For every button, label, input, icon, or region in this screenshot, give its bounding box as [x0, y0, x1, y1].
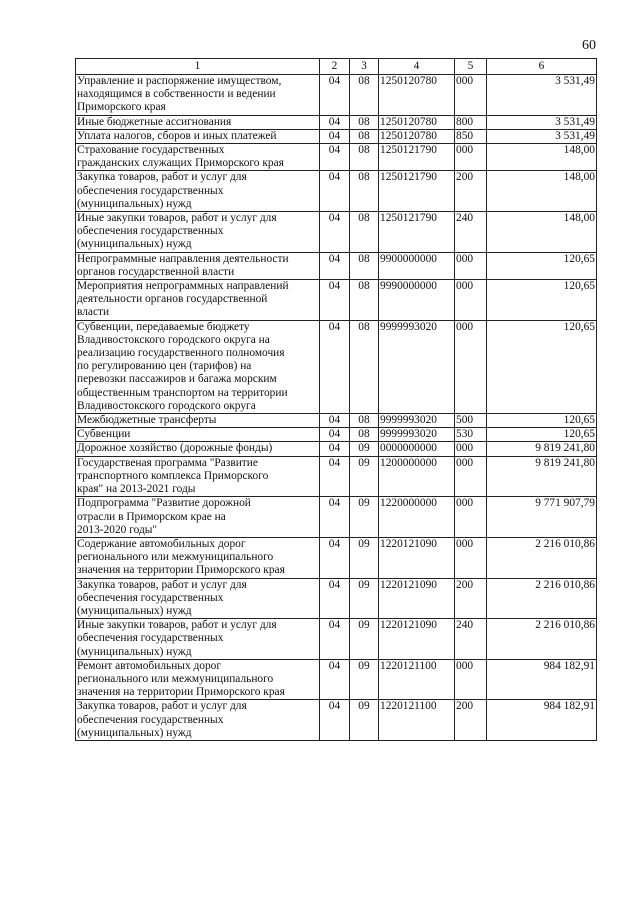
row-section-cell: 04	[320, 700, 350, 741]
row-name-line: транспортного комплекса Приморского	[77, 469, 269, 482]
row-amount-cell: 9 819 241,80	[487, 442, 597, 456]
row-subsection-cell: 08	[350, 428, 379, 442]
header-cell-name: 1	[76, 59, 320, 75]
header-row	[76, 59, 597, 75]
table-row	[76, 456, 597, 497]
row-name-line: Подпрограмма "Развитие дорожной	[77, 497, 251, 510]
header-cell-csr: 4	[379, 59, 455, 75]
row-csr-cell: 1250121790	[379, 144, 455, 171]
row-csr-cell: 1250121790	[379, 212, 455, 253]
row-subsection-cell: 08	[350, 212, 379, 253]
row-name-line: (муниципальных) нужд	[77, 604, 192, 617]
table-row	[76, 115, 597, 129]
row-name-cell	[76, 115, 320, 129]
table-row	[76, 252, 597, 279]
row-vr-cell: 530	[455, 428, 487, 442]
row-amount-cell: 120,65	[487, 320, 597, 413]
page-number: 60	[582, 38, 596, 53]
row-section-cell: 04	[320, 144, 350, 171]
row-amount-cell: 2 216 010,86	[487, 619, 597, 660]
row-subsection-cell: 09	[350, 700, 379, 741]
row-csr-cell: 1220121090	[379, 578, 455, 619]
row-vr-cell: 240	[455, 619, 487, 660]
row-subsection-cell: 08	[350, 115, 379, 129]
table-row	[76, 75, 597, 116]
row-name-cell	[76, 619, 320, 660]
row-name-line: Государственая программа "Развитие	[77, 456, 258, 469]
row-name-cell	[76, 144, 320, 171]
table-row	[76, 700, 597, 741]
row-name-cell	[76, 700, 320, 741]
row-vr-cell: 000	[455, 442, 487, 456]
row-vr-cell: 000	[455, 456, 487, 497]
row-csr-cell: 1250121790	[379, 171, 455, 212]
row-amount-cell: 148,00	[487, 144, 597, 171]
row-vr-cell: 000	[455, 252, 487, 279]
row-amount-cell: 984 182,91	[487, 700, 597, 741]
row-subsection-cell: 09	[350, 659, 379, 700]
row-amount-cell: 2 216 010,86	[487, 537, 597, 578]
row-name-line: общественным транспортом на территории	[77, 386, 288, 399]
table-row	[76, 280, 597, 321]
row-name-line: Управление и распоряжение имуществом,	[77, 75, 282, 87]
table-row	[76, 578, 597, 619]
row-name-line: обеспечения государственных	[77, 225, 224, 238]
row-name-cell	[76, 442, 320, 456]
row-subsection-cell: 09	[350, 578, 379, 619]
row-vr-cell: 500	[455, 414, 487, 428]
row-name-line: Закупка товаров, работ и услуг для	[77, 578, 247, 591]
row-csr-cell: 9990000000	[379, 280, 455, 321]
row-name-line: значения на территории Приморского края	[77, 686, 285, 699]
row-name-cell	[76, 497, 320, 538]
table-row	[76, 442, 597, 456]
row-name-line: гражданских служащих Приморского края	[77, 157, 284, 170]
row-csr-cell: 9999993020	[379, 414, 455, 428]
table-row	[76, 497, 597, 538]
row-name-line: Уплата налогов, сборов и иных платежей	[77, 129, 277, 142]
row-name-cell	[76, 537, 320, 578]
row-name-line: Мероприятия непрограммных направлений	[77, 280, 289, 293]
row-subsection-cell: 08	[350, 129, 379, 143]
row-section-cell: 04	[320, 320, 350, 413]
row-name-cell	[76, 414, 320, 428]
row-name-line: отрасли в Приморском крае на	[77, 510, 226, 523]
header-cell-amount: 6	[487, 59, 597, 75]
row-name-line: Содержание автомобильных дорог	[77, 537, 246, 550]
row-amount-cell: 120,65	[487, 428, 597, 442]
row-section-cell: 04	[320, 659, 350, 700]
row-name-line: Владивостокского городского округа	[77, 399, 256, 412]
row-csr-cell: 1220121090	[379, 619, 455, 660]
row-name-line: Страхование государственных	[77, 144, 225, 157]
row-name-line: обеспечения государственных	[77, 184, 224, 197]
row-amount-cell: 984 182,91	[487, 659, 597, 700]
header-cell-section: 2	[320, 59, 350, 75]
row-name-cell	[76, 129, 320, 143]
row-vr-cell: 000	[455, 497, 487, 538]
table-row	[76, 619, 597, 660]
row-name-line: Приморского края	[77, 101, 166, 114]
row-subsection-cell: 09	[350, 537, 379, 578]
row-name-line: Иные бюджетные ассигнования	[77, 115, 232, 128]
row-name-cell	[76, 659, 320, 700]
table-row	[76, 414, 597, 428]
row-section-cell: 04	[320, 115, 350, 129]
row-subsection-cell: 08	[350, 171, 379, 212]
row-name-line: Непрограммные направления деятельности	[77, 252, 289, 265]
row-csr-cell: 9999993020	[379, 428, 455, 442]
row-name-line: деятельности органов государственной	[77, 293, 268, 306]
row-csr-cell: 1220121090	[379, 537, 455, 578]
row-csr-cell: 1220000000	[379, 497, 455, 538]
row-section-cell: 04	[320, 497, 350, 538]
row-name-line: регионального или межмуниципального	[77, 672, 274, 685]
row-name-line: обеспечения государственных	[77, 632, 224, 645]
row-csr-cell: 1220121100	[379, 659, 455, 700]
row-name-cell	[76, 252, 320, 279]
row-name-line: Субвенции	[77, 428, 131, 441]
header-cell-vr: 5	[455, 59, 487, 75]
row-vr-cell: 000	[455, 75, 487, 116]
row-name-line: (муниципальных) нужд	[77, 726, 192, 739]
row-amount-cell: 148,00	[487, 171, 597, 212]
row-subsection-cell: 08	[350, 280, 379, 321]
row-csr-cell: 1250120780	[379, 75, 455, 116]
row-amount-cell: 9 771 907,79	[487, 497, 597, 538]
row-name-line: по регулированию цен (тарифов) на	[77, 360, 252, 373]
budget-table	[75, 58, 597, 741]
row-name-cell	[76, 212, 320, 253]
row-subsection-cell: 09	[350, 442, 379, 456]
row-name-cell	[76, 428, 320, 442]
table-row	[76, 537, 597, 578]
table-row	[76, 144, 597, 171]
row-name-line: (муниципальных) нужд	[77, 645, 192, 658]
row-amount-cell: 148,00	[487, 212, 597, 253]
row-amount-cell: 2 216 010,86	[487, 578, 597, 619]
row-vr-cell: 000	[455, 280, 487, 321]
row-csr-cell: 1200000000	[379, 456, 455, 497]
row-name-line: органов государственной власти	[77, 265, 235, 278]
row-amount-cell: 3 531,49	[487, 129, 597, 143]
row-section-cell: 04	[320, 442, 350, 456]
row-name-line: находящимся в собственности и ведении	[77, 88, 276, 101]
table-row	[76, 320, 597, 413]
row-section-cell: 04	[320, 537, 350, 578]
table-row	[76, 659, 597, 700]
row-name-line: (муниципальных) нужд	[77, 238, 192, 251]
row-vr-cell: 000	[455, 144, 487, 171]
row-name-line: перевозки пассажиров и багажа морским	[77, 373, 277, 386]
row-amount-cell: 120,65	[487, 414, 597, 428]
row-subsection-cell: 09	[350, 456, 379, 497]
row-subsection-cell: 08	[350, 252, 379, 279]
row-csr-cell: 1250120780	[379, 129, 455, 143]
row-section-cell: 04	[320, 578, 350, 619]
row-vr-cell: 240	[455, 212, 487, 253]
table-row	[76, 212, 597, 253]
row-csr-cell: 0000000000	[379, 442, 455, 456]
row-vr-cell: 200	[455, 578, 487, 619]
row-csr-cell: 1220121100	[379, 700, 455, 741]
row-section-cell: 04	[320, 129, 350, 143]
row-name-line: власти	[77, 306, 110, 319]
row-vr-cell: 200	[455, 700, 487, 741]
table-row	[76, 129, 597, 143]
row-subsection-cell: 08	[350, 75, 379, 116]
row-name-cell	[76, 75, 320, 116]
row-csr-cell: 9999993020	[379, 320, 455, 413]
row-amount-cell: 9 819 241,80	[487, 456, 597, 497]
row-section-cell: 04	[320, 280, 350, 321]
row-subsection-cell: 09	[350, 497, 379, 538]
row-amount-cell: 120,65	[487, 280, 597, 321]
row-subsection-cell: 08	[350, 414, 379, 428]
row-name-line: реализацию государственного полномочия	[77, 347, 285, 360]
header-cell-subsection: 3	[350, 59, 379, 75]
table-row	[76, 171, 597, 212]
row-amount-cell: 3 531,49	[487, 115, 597, 129]
row-name-line: (муниципальных) нужд	[77, 197, 192, 210]
row-section-cell: 04	[320, 75, 350, 116]
row-name-cell	[76, 578, 320, 619]
row-vr-cell: 800	[455, 115, 487, 129]
row-csr-cell: 9900000000	[379, 252, 455, 279]
row-name-line: обеспечения государственных	[77, 591, 224, 604]
row-vr-cell: 000	[455, 320, 487, 413]
row-subsection-cell: 09	[350, 619, 379, 660]
row-name-line: Иные закупки товаров, работ и услуг для	[77, 212, 277, 225]
row-section-cell: 04	[320, 171, 350, 212]
table-body	[76, 75, 597, 741]
row-name-line: Межбюджетные трансферты	[77, 414, 217, 427]
row-section-cell: 04	[320, 428, 350, 442]
row-vr-cell: 850	[455, 129, 487, 143]
row-section-cell: 04	[320, 212, 350, 253]
row-name-cell	[76, 456, 320, 497]
row-name-line: регионального или межмуниципального	[77, 551, 274, 564]
row-name-cell	[76, 280, 320, 321]
row-vr-cell: 000	[455, 537, 487, 578]
row-name-line: значения на территории Приморского края	[77, 564, 285, 577]
row-amount-cell: 120,65	[487, 252, 597, 279]
row-name-line: Закупка товаров, работ и услуг для	[77, 171, 247, 184]
row-name-line: Владивостокского городского округа на	[77, 333, 270, 346]
row-section-cell: 04	[320, 252, 350, 279]
row-name-line: Субвенции, передаваемые бюджету	[77, 320, 250, 333]
row-subsection-cell: 08	[350, 320, 379, 413]
row-section-cell: 04	[320, 414, 350, 428]
row-name-line: Дорожное хозяйство (дорожные фонды)	[77, 442, 273, 455]
row-name-line: Ремонт автомобильных дорог	[77, 659, 222, 672]
row-section-cell: 04	[320, 619, 350, 660]
row-vr-cell: 200	[455, 171, 487, 212]
row-section-cell: 04	[320, 456, 350, 497]
row-name-cell	[76, 320, 320, 413]
row-name-line: Иные закупки товаров, работ и услуг для	[77, 619, 277, 632]
row-name-cell	[76, 171, 320, 212]
row-name-line: Закупка товаров, работ и услуг для	[77, 700, 247, 713]
row-amount-cell: 3 531,49	[487, 75, 597, 116]
row-name-line: 2013-2020 годы"	[77, 523, 158, 536]
row-subsection-cell: 08	[350, 144, 379, 171]
row-vr-cell: 000	[455, 659, 487, 700]
row-name-line: обеспечения государственных	[77, 713, 224, 726]
table-row	[76, 428, 597, 442]
row-name-line: края" на 2013-2021 годы	[77, 483, 196, 496]
row-csr-cell: 1250120780	[379, 115, 455, 129]
